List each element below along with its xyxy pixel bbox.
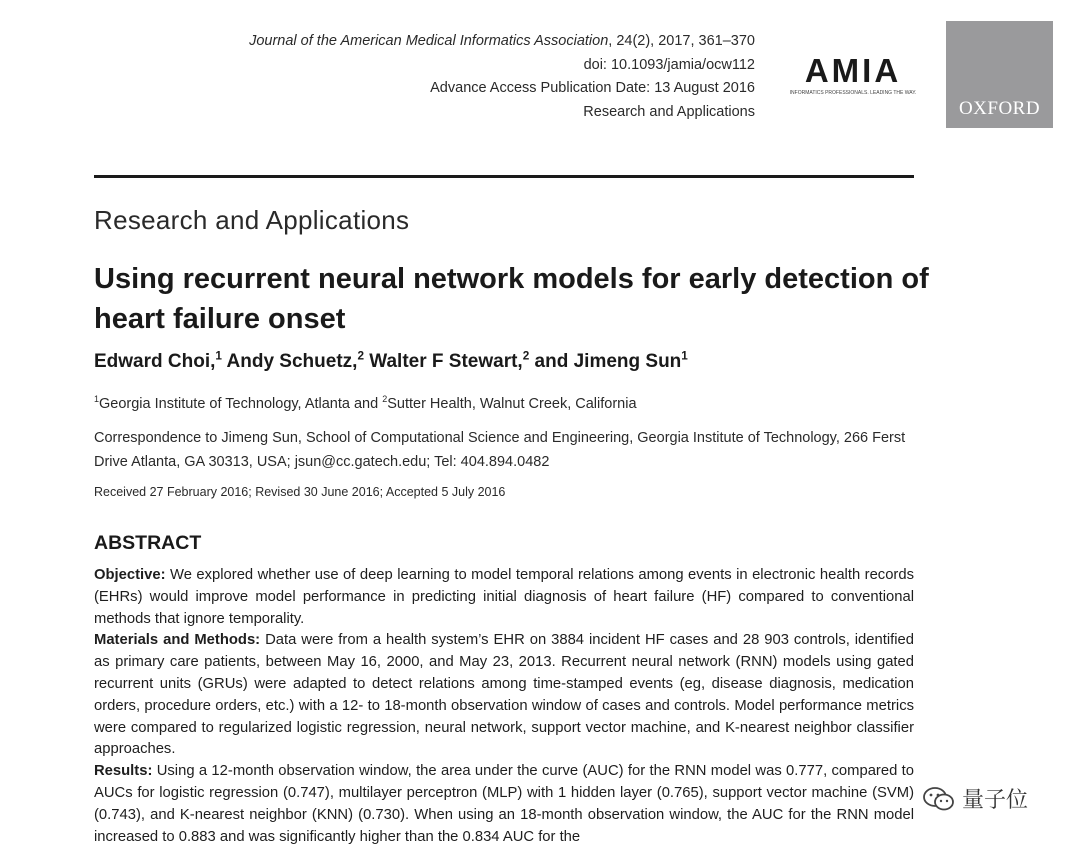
affiliations xyxy=(94,394,637,412)
access-date: Advance Access Publication Date: 13 August 2016 xyxy=(430,80,755,96)
correspondence: Correspondence to Jimeng Sun, School of Computational Science and Engineering, Georgia Institute of Technology, 266 Ferst Drive Atlanta, GA 30313, USA; jsun@cc.gatech.edu; Tel: 404.894.0482 xyxy=(94,430,906,470)
author-list xyxy=(94,350,688,373)
article-title: Using recurrent neural network models for early detection of heart failure onset xyxy=(94,263,929,335)
author: Walter F Stewart,$^2$ xyxy=(369,350,530,373)
abstract-objective: Objective: We explored whether use of deep learning to model temporal relations among events in electronic health records (EHRs) would improve model performance in predicting initial diagnosis of heart failure (HF) compared to conventional methods that ignore temporality. xyxy=(94,567,914,627)
publisher-name: OXFORD xyxy=(958,98,1041,119)
received-dates: Received 27 February 2016; Revised 30 June 2016; Accepted 5 July 2016 xyxy=(94,485,506,499)
author: Edward Choi,$^1$ xyxy=(94,350,222,373)
affiliation-mark: 2 xyxy=(382,394,388,404)
abstract-label: Materials and Methods: xyxy=(94,632,261,649)
abstract-label: Results: xyxy=(94,763,153,780)
section-heading: Research and Applications xyxy=(94,205,410,235)
abstract-heading: ABSTRACT xyxy=(94,532,202,554)
wechat-icon xyxy=(922,786,956,812)
header-rule xyxy=(94,175,914,178)
journal-meta xyxy=(249,30,755,124)
abstract-results: Results: Using a 12-month observation window, the area under the curve (AUC) for the RNN model was 0.777, compared to AUCs for logistic regression (0.747), multilayer perceptron (MLP) with 1 hidden layer (0.765), support vector machine (SVM) (0.743), and K-nearest neighbor (KNN) (0.730). When using an 18-month observation window, the AUC for the RNN model increased to 0.883 and was significantly higher than the 0.834 AUC for the xyxy=(94,763,914,845)
oxford-logo xyxy=(946,21,1053,128)
abstract-label: Objective: xyxy=(94,567,166,583)
journal-name: Journal of the American Medical Informatics Association xyxy=(249,33,609,49)
watermark xyxy=(922,783,1028,814)
affiliation: Sutter Health, Walnut Creek, California xyxy=(387,395,637,412)
author: and Jimeng Sun$^1$ xyxy=(534,350,688,373)
abstract-body xyxy=(94,565,914,848)
journal-citation xyxy=(249,30,755,54)
amia-logo-tagline: INFORMATICS PROFESSIONALS. LEADING THE WAY. xyxy=(789,90,917,96)
abstract-methods: Materials and Methods: Data were from a health system’s EHR on 3884 incident HF cases and 28 903 controls, identified as primary care patients, between May 16, 2000, and May 23, 2013. Recurrent neural network (RNN) models using gated recurrent units (GRUs) were adapted to detect relations among time-stamped events (eg, disease diagnosis, medication orders, procedure orders, etc.) with a 12- to 18-month observation window of cases and controls. Model performance metrics were compared to regularized logistic regression, neural network, support vector machine, and K-nearest neighbor classifier approaches. xyxy=(94,632,915,758)
article-category: Research and Applications xyxy=(583,103,755,120)
amia-logo-text: AMIA xyxy=(804,52,902,89)
journal-volume: , 24(2), 2017, 361–370 xyxy=(608,33,755,49)
affiliation: Georgia Institute of Technology, Atlanta and xyxy=(99,395,383,412)
doi[interactable]: doi: 10.1093/jamia/ocw112 xyxy=(583,56,755,73)
author: Andy Schuetz,$^2$ xyxy=(226,350,364,373)
watermark-text: 量子位 xyxy=(962,788,1029,813)
affiliation-mark: 1 xyxy=(94,394,99,404)
amia-logo xyxy=(778,52,928,96)
